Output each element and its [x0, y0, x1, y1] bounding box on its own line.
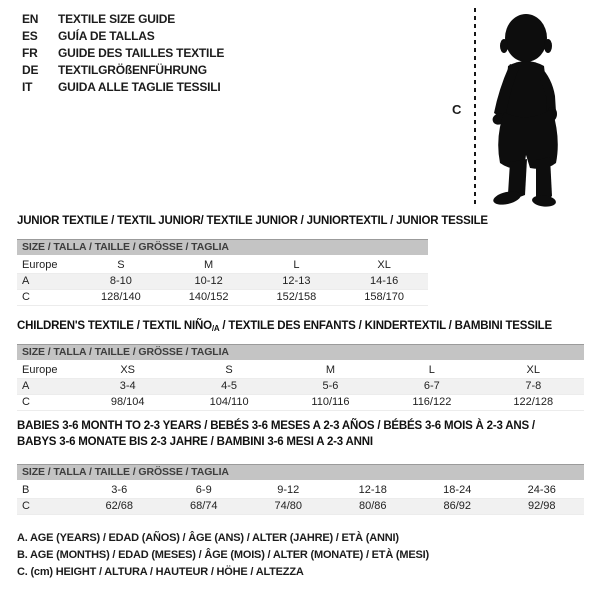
- lang-code: EN: [22, 11, 39, 26]
- height-cell: 128/140: [77, 289, 165, 305]
- lang-title: GUIDE DES TAILLES TEXTILE: [58, 45, 225, 60]
- size-cell: S: [77, 257, 165, 273]
- note-a: A. AGE (YEARS) / EDAD (AÑOS) / ÂGE (ANS) / ALTER (JAHRE) / ETÀ (ANNI): [17, 532, 399, 544]
- age-cell: 8-10: [77, 273, 165, 289]
- height-cell: 122/128: [483, 394, 584, 410]
- height-cell: 86/92: [415, 498, 500, 514]
- height-cell: 92/98: [500, 498, 585, 514]
- size-cell: S: [178, 362, 279, 378]
- children-size-table: [17, 344, 584, 411]
- row-label: C: [17, 394, 77, 410]
- height-cell: 62/68: [77, 498, 162, 514]
- babies-table-title-line1: BABIES 3-6 MONTH TO 2-3 YEARS / BEBÉS 3-6 MESES A 2-3 AÑOS / BÉBÉS 3-6 MOIS À 2-3 ANS /: [17, 420, 535, 432]
- baby-silhouette-icon: [486, 8, 576, 208]
- size-cell: XL: [340, 257, 428, 273]
- height-cell: 110/116: [280, 394, 381, 410]
- lang-code: IT: [22, 79, 33, 94]
- children-table-title: [17, 320, 552, 333]
- babies-table: [17, 482, 584, 515]
- size-header-bar: SIZE / TALLA / TAILLE / GRÖSSE / TAGLIA: [17, 464, 584, 480]
- note-c: C. (cm) HEIGHT / ALTURA / HAUTEUR / HÖHE / ALTEZZA: [17, 566, 304, 578]
- table-row: [17, 498, 584, 514]
- lang-title: GUIDA ALLE TAGLIE TESSILI: [58, 79, 221, 94]
- height-cell: 158/170: [340, 289, 428, 305]
- table-row: [17, 362, 584, 378]
- months-cell: 18-24: [415, 482, 500, 498]
- height-cell: 116/122: [381, 394, 482, 410]
- age-cell: 14-16: [340, 273, 428, 289]
- size-header-bar: SIZE / TALLA / TAILLE / GRÖSSE / TAGLIA: [17, 239, 428, 255]
- title-text: / TEXTILE DES ENFANTS / KINDERTEXTIL / BAMBINI TESSILE: [219, 320, 552, 332]
- title-text: CHILDREN'S TEXTILE / TEXTIL NIÑO: [17, 320, 212, 332]
- lang-title: TEXTILGRÖßENFÜHRUNG: [58, 62, 207, 77]
- children-table: [17, 362, 584, 411]
- age-cell: 3-4: [77, 378, 178, 394]
- height-measure-label: C: [452, 102, 462, 117]
- size-cell: L: [253, 257, 341, 273]
- row-label: B: [17, 482, 77, 498]
- lang-row-en: [22, 10, 224, 27]
- age-cell: 4-5: [178, 378, 279, 394]
- lang-title: TEXTILE SIZE GUIDE: [58, 11, 176, 26]
- row-label: Europe: [17, 362, 77, 378]
- table-row: [17, 257, 428, 273]
- row-label: C: [17, 289, 77, 305]
- months-cell: 9-12: [246, 482, 331, 498]
- height-cell: 74/80: [246, 498, 331, 514]
- row-label: Europe: [17, 257, 77, 273]
- age-cell: 6-7: [381, 378, 482, 394]
- title-subscript: /A: [211, 324, 220, 333]
- age-cell: 12-13: [253, 273, 341, 289]
- junior-table-title: JUNIOR TEXTILE / TEXTIL JUNIOR/ TEXTILE JUNIOR / JUNIORTEXTIL / JUNIOR TESSILE: [17, 215, 488, 227]
- babies-table-title-line2: BABYS 3-6 MONATE BIS 2-3 JAHRE / BAMBINI 3-6 MESI A 2-3 ANNI: [17, 436, 373, 448]
- junior-table: [17, 257, 428, 306]
- lang-row-es: [22, 27, 224, 44]
- babies-size-table: [17, 464, 584, 515]
- note-b: B. AGE (MONTHS) / EDAD (MESES) / ÂGE (MOIS) / ALTER (MONATE) / ETÀ (MESI): [17, 549, 429, 561]
- table-row: [17, 378, 584, 394]
- language-title-list: [22, 10, 224, 95]
- lang-code: FR: [22, 45, 38, 60]
- lang-row-it: [22, 78, 224, 95]
- months-cell: 6-9: [162, 482, 247, 498]
- height-cell: 68/74: [162, 498, 247, 514]
- table-row: [17, 289, 428, 305]
- row-label: A: [17, 378, 77, 394]
- height-dashed-line: [474, 8, 476, 208]
- table-row: [17, 394, 584, 410]
- lang-row-fr: [22, 44, 224, 61]
- lang-row-de: [22, 61, 224, 78]
- lang-code: DE: [22, 62, 39, 77]
- months-cell: 3-6: [77, 482, 162, 498]
- lang-code: ES: [22, 28, 38, 43]
- months-cell: 12-18: [331, 482, 416, 498]
- table-row: [17, 482, 584, 498]
- table-row: [17, 273, 428, 289]
- row-label: C: [17, 498, 77, 514]
- row-label: A: [17, 273, 77, 289]
- age-cell: 10-12: [165, 273, 253, 289]
- height-cell: 80/86: [331, 498, 416, 514]
- height-cell: 104/110: [178, 394, 279, 410]
- age-cell: 5-6: [280, 378, 381, 394]
- size-cell: XS: [77, 362, 178, 378]
- months-cell: 24-36: [500, 482, 585, 498]
- height-cell: 98/104: [77, 394, 178, 410]
- age-cell: 7-8: [483, 378, 584, 394]
- junior-size-table: [17, 239, 428, 306]
- size-cell: M: [165, 257, 253, 273]
- size-header-bar: SIZE / TALLA / TAILLE / GRÖSSE / TAGLIA: [17, 344, 584, 360]
- height-cell: 140/152: [165, 289, 253, 305]
- size-cell: XL: [483, 362, 584, 378]
- height-cell: 152/158: [253, 289, 341, 305]
- size-cell: L: [381, 362, 482, 378]
- legend-notes: [17, 532, 429, 583]
- lang-title: GUÍA DE TALLAS: [58, 28, 155, 43]
- size-cell: M: [280, 362, 381, 378]
